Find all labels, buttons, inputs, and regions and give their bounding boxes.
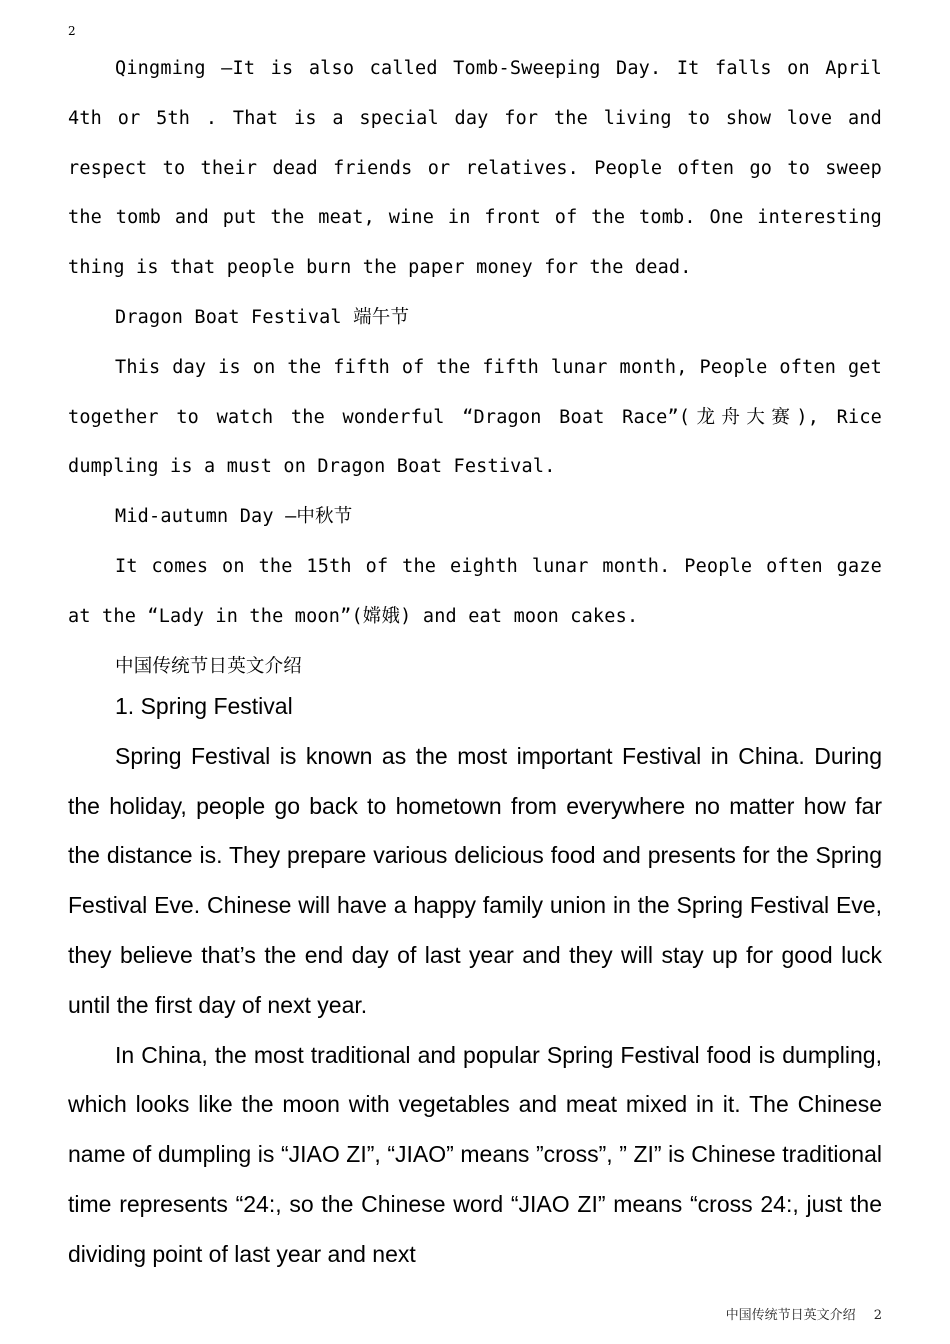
dragon-boat-heading: Dragon Boat Festival 端午节 (115, 306, 410, 328)
footer-page-number: 2 (873, 1308, 882, 1323)
spring-festival-paragraph-1: Spring Festival is known as the most important Festival in China. During the holiday, people go back to hometown from everywhere no matter how far the distance is. They prepare various delicious food and presents for the Spring Festival Eve. Chinese will have a happy family union in the Spring Festival Eve, they believe that’s the end day of last year and they will stay up for good luck until the first day of next year. (68, 742, 882, 1018)
dragon-boat-paragraph: This day is on the fifth of the fifth lunar month, People often get together to watch the wonderful “Dragon Boat Race”(龙舟大赛), Rice dumpling is a must on Dragon Boat Festival. (68, 356, 882, 478)
spring-festival-paragraph-2: In China, the most traditional and popular Spring Festival food is dumpling, which looks like the moon with vegetables and meat mixed in it. The Chinese name of dumpling is “JIAO ZI”, “JIAO” means ”cross”, ” ZI” is Chinese traditional time represents “24:, so the Chinese word “JIAO ZI” means “cross 24:, just the dividing point of last year and next (68, 1041, 882, 1267)
qingming-paragraph: Qingming —It is also called Tomb-Sweeping Day. It falls on April 4th or 5th . That is a special day for the living to show love and respect to their dead friends or relatives. People often go to sweep the tomb and put the meat, wine in front of the tomb. One interesting thing is that people burn the paper money for the dead. (68, 58, 882, 279)
footer-title: 中国传统节日英文介绍 (725, 1308, 856, 1323)
spring-festival-heading: 1. Spring Festival (115, 693, 293, 719)
chinese-section-title: 中国传统节日英文介绍 (115, 655, 303, 677)
mid-autumn-paragraph: It comes on the 15th of the eighth lunar month. People often gaze at the “Lady in the moon”(嫦娥) and eat moon cakes. (68, 555, 882, 627)
page-number-top: 2 (68, 24, 76, 38)
spring-festival-section (68, 682, 882, 1280)
mid-autumn-heading: Mid-autumn Day —中秋节 (115, 506, 353, 528)
festival-intro-section (68, 44, 882, 691)
page-footer (712, 1304, 882, 1323)
